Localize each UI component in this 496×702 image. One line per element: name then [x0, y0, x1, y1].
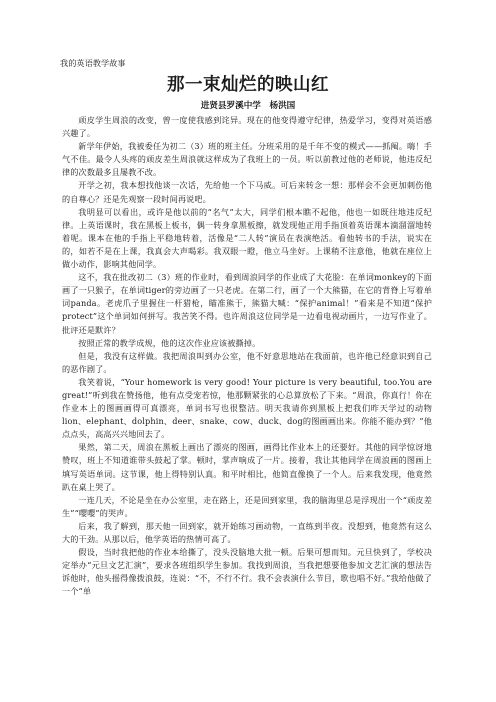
article-body: [62, 114, 432, 598]
paragraph: 假设，当时我把他的作业本给撕了，没头没脑地大批一顿。后果可想而知。元旦快到了，学校决定举办“元旦文艺汇演”，要求各班组织学生参加。我找到周浪，当我把想要他参加文艺汇演的想法告诉他时，他头摇得像拨浪鼓，连说：“不，不行不行。我不会表演什么节目，歌也唱不好。”我给他做了一个“单: [62, 547, 432, 597]
author-byline: 进贤县罗溪中学 杨洪国: [200, 101, 296, 111]
paragraph: 这不，我在批改初二（3）班的作业时，看到周浪同学的作业成了大花脸：在单词monkey的下面画了一只猴子，在单词tiger的旁边画了一只老虎。在第二行，画了一个大熊猫，在它的背脊上写着单词panda。老虎爪子里握住一杆猎枪，瞄准熊于，熊猫大喊：“保护animal！”看来是不知道“保护protect”这个单词如何拼写。我苦笑不得。也许周浪这位同学是一边看电视动画片，一边写作业了。批评还是默许？: [62, 272, 432, 335]
paragraph: 一连几天，不论是坐在办公室里，走在路上，还是回到家里，我的脑海里总是浮现出一个“顽皮差生”“嘤嘤”的哭声。: [62, 494, 432, 518]
paragraph: 果然，第二天，周浪在黑板上画出了漂亮的图画，画得比作业本上的还要好。其他的同学惊讶地赞叹，班上不知道谁带头鼓起了掌。顿时，掌声响成了一片。接着，我让其他同学在周浪画的图画上填写英语单词。这节课，他上得特别认真。和平时相比，他简直像换了一个人。后来我发现，他竟然趴在桌上哭了。: [62, 442, 432, 492]
paragraph: 按照正常的教学成规，他的这次作业应该被撕掉。: [78, 337, 261, 348]
paragraph: 后来，我了解到，那天他一回到家，就开始练习画动物，一直练到半夜。没想到，他竟然有这么大的干劲。从那以后，他学英语的热情可高了。: [62, 520, 432, 544]
paragraph: 开学之初，我本想找他谈一次话，先给他一个下马威。可后来转念一想：那样会不会更加刺伤他的自尊心？还是先观察一段时间再说吧。: [62, 180, 432, 204]
article-title: 那一束灿烂的映山红: [167, 75, 329, 95]
paragraph: 我明显可以看出，或许是他以前的“名气”太大，同学们根本瞧不起他，他也一如既往地违反纪律。上英语课时，我在黑板上板书，偶一转身拿黑板擦，就发现他正用手指顶着英语课本滴溜溜地转着呢。课本在他的手指上平稳地转着，活像是“二人转”演员在表演绝活。看他转书的手法，说实在的，如若不是在上课，我真会大声喝彩。我双眼一瞪，他立马坐好。上课稍不注意他，他就在座位上做小动作，影响其他同学。: [62, 206, 432, 270]
paragraph: 新学年伊始，我被委任为初二（3）班的班主任。分班采用的是千年不变的模式——抓阄。嗨！手气不佳。最令人头疼的顽皮差生周浪就这样成为了我班上的一员。听以前教过他的老师说，他违反纪律的次数最多且屡教不改。: [62, 141, 432, 178]
paragraph: 但是，我没有这样做。我把周浪叫到办公室，他不好意思地站在我面前，也许他已经意识到自己的恶作剧了。: [62, 350, 432, 374]
paragraph: 我笑着说，“Your homework is very good! Your picture is very beautiful, too.You are great!”听到我在赞扬他，他有点受宠若惊，他那颗紧张的心总算放松了下来。“周浪，你真行！你在作业本上的图画画得可真漂亮，单词书写也很整洁。明天我请你到黑板上把我们昨天学过的动物lion、elephant、dolphin、deer、snake、cow、duck、dog的图画画出来。你能不能办到？”他点点头，高高兴兴地回去了。: [62, 376, 432, 440]
paragraph: 顽皮学生周浪的改变，曾一度使我感到诧异。现在的他变得遵守纪律，热爱学习，变得对英语感兴趣了。: [62, 115, 432, 139]
collection-label: 我的英语教学故事: [60, 58, 126, 68]
